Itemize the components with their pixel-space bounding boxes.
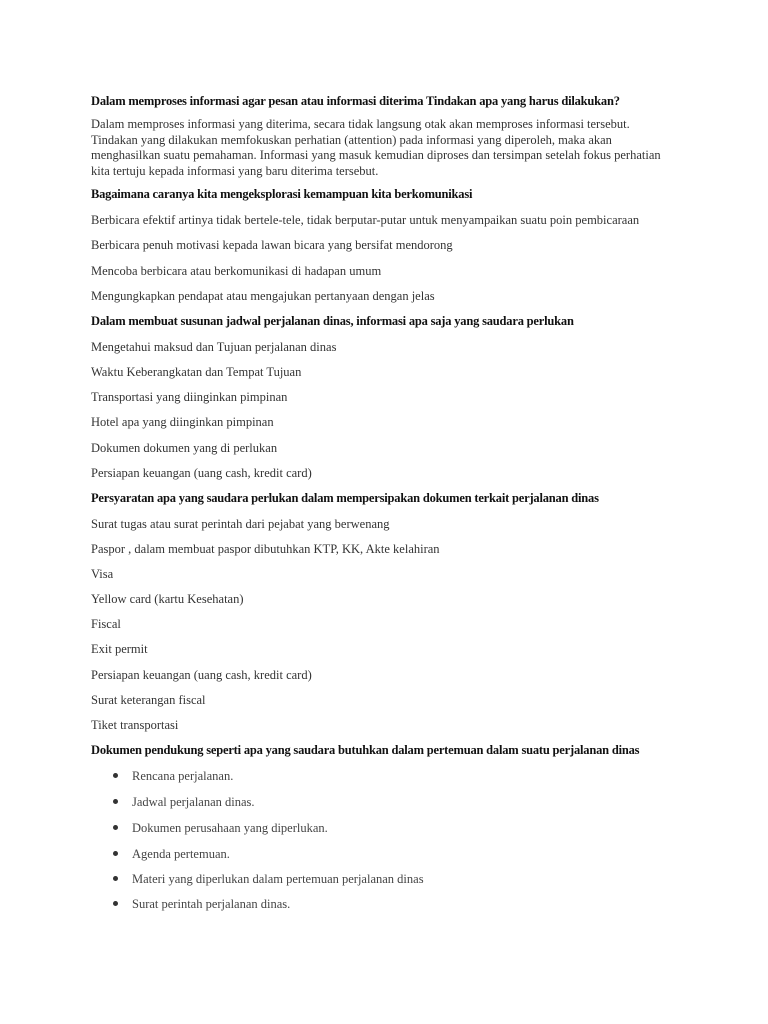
bullet-icon <box>113 799 118 804</box>
bullet-text: Materi yang diperlukan dalam pertemuan perjalanan dinas <box>132 872 424 886</box>
list-item: Fiscal <box>91 617 121 631</box>
list-item: Dokumen dokumen yang di perlukan <box>91 441 278 455</box>
bullet-text: Surat perintah perjalanan dinas. <box>132 897 291 911</box>
bullet-icon <box>113 773 118 778</box>
list-item: Persiapan keuangan (uang cash, kredit card) <box>91 668 312 682</box>
list-item: Mengungkapkan pendapat atau mengajukan pertanyaan dengan jelas <box>91 289 435 303</box>
bullet-icon <box>113 851 118 856</box>
list-item: Mengetahui maksud dan Tujuan perjalanan dinas <box>91 340 337 354</box>
heading-q3: Dalam membuat susunan jadwal perjalanan dinas, informasi apa saja yang saudara perlukan <box>91 314 574 328</box>
bullet-text: Dokumen perusahaan yang diperlukan. <box>132 821 328 835</box>
bullet-text: Jadwal perjalanan dinas. <box>132 795 255 809</box>
answer-paragraph-q1 <box>91 117 691 179</box>
paragraph-line: Tindakan yang dilakukan memfokuskan perhatian (attention) pada informasi yang diperoleh, maka akan <box>91 132 612 147</box>
list-item: Surat tugas atau surat perintah dari pejabat yang berwenang <box>91 517 390 531</box>
bullet-text: Rencana perjalanan. <box>132 769 234 783</box>
list-item: Exit permit <box>91 642 148 656</box>
list-item: Transportasi yang diinginkan pimpinan <box>91 390 288 404</box>
bullet-list-item <box>113 821 328 837</box>
bullet-icon <box>113 901 118 906</box>
bullet-icon <box>113 825 118 830</box>
bullet-list-item <box>113 769 233 785</box>
list-item: Mencoba berbicara atau berkomunikasi di hadapan umum <box>91 264 382 278</box>
list-item: Visa <box>91 567 114 581</box>
paragraph-line: Dalam memproses informasi yang diterima, secara tidak langsung otak akan memproses informasi tersebut. <box>91 117 630 131</box>
list-item: Persiapan keuangan (uang cash, kredit card) <box>91 466 312 480</box>
list-item: Berbicara efektif artinya tidak bertele-tele, tidak berputar-putar untuk menyampaikan suatu poin pembicaraan <box>91 213 640 227</box>
list-item: Hotel apa yang diinginkan pimpinan <box>91 415 274 429</box>
list-item: Yellow card (kartu Kesehatan) <box>91 592 244 606</box>
heading-q4: Persyaratan apa yang saudara perlukan dalam mempersipakan dokumen terkait perjalanan dinas <box>91 491 599 505</box>
bullet-list-item <box>113 897 290 913</box>
bullet-list-item <box>113 872 424 888</box>
heading-q5: Dokumen pendukung seperti apa yang saudara butuhkan dalam pertemuan dalam suatu perjalanan dinas <box>91 743 640 757</box>
bullet-list-item <box>113 795 255 811</box>
list-item: Tiket transportasi <box>91 718 179 732</box>
list-item: Surat keterangan fiscal <box>91 693 206 707</box>
bullet-text: Agenda pertemuan. <box>132 847 230 861</box>
bullet-icon <box>113 876 118 881</box>
list-item: Paspor , dalam membuat paspor dibutuhkan KTP, KK, Akte kelahiran <box>91 542 440 556</box>
list-item: Waktu Keberangkatan dan Tempat Tujuan <box>91 365 302 379</box>
list-item: Berbicara penuh motivasi kepada lawan bicara yang bersifat mendorong <box>91 238 453 252</box>
paragraph-line: kita tertuju kepada informasi yang baru diterima tersebut. <box>91 163 379 178</box>
heading-q1: Dalam memproses informasi agar pesan atau informasi diterima Tindakan apa yang harus dilakukan? <box>91 94 620 108</box>
paragraph-line: menghasilkan suatu pemahaman. Informasi yang masuk kemudian diproses dan tersimpan setelah fokus perhatian <box>91 148 661 162</box>
bullet-list-item <box>113 847 230 863</box>
heading-q2: Bagaimana caranya kita mengeksplorasi kemampuan kita berkomunikasi <box>91 187 473 201</box>
